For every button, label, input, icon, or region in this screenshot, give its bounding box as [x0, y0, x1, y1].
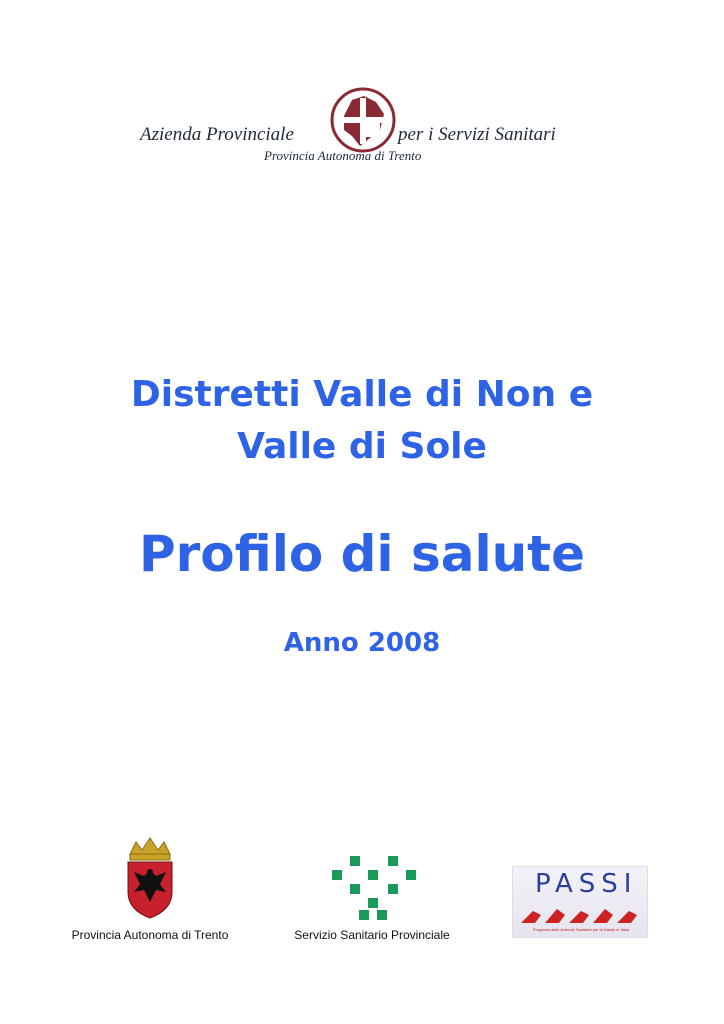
- trento-coat-of-arms-icon: [120, 836, 180, 920]
- main-title: Profilo di salute: [139, 525, 585, 583]
- year-label: Anno 2008: [283, 628, 441, 658]
- passi-wordmark: PASSI: [535, 869, 638, 899]
- passi-badge: [512, 866, 648, 938]
- ssp-logo: [282, 856, 462, 946]
- apss-logo: [136, 86, 584, 172]
- apss-name-left: Azienda Provinciale: [140, 124, 294, 145]
- pat-logo: [60, 836, 240, 946]
- passi-logo: [512, 866, 648, 938]
- district-title-line1: Distretti Valle di Non e: [130, 374, 594, 415]
- district-title-line2: Valle di Sole: [237, 426, 487, 467]
- apss-subtitle: Provincia Autonoma di Trento: [264, 148, 422, 163]
- trentino-map-emblem-icon: [330, 86, 396, 156]
- passi-tagline: Progressi delle Aziende Sanitarie per la Salute in Italia: [532, 927, 630, 932]
- ssp-checker-icon: [326, 856, 422, 920]
- apss-name-right: per i Servizi Sanitari: [398, 124, 556, 145]
- running-figures-icon: [519, 903, 643, 925]
- ssp-caption: Servizio Sanitario Provinciale: [294, 928, 450, 942]
- pat-caption: Provincia Autonoma di Trento: [71, 928, 229, 942]
